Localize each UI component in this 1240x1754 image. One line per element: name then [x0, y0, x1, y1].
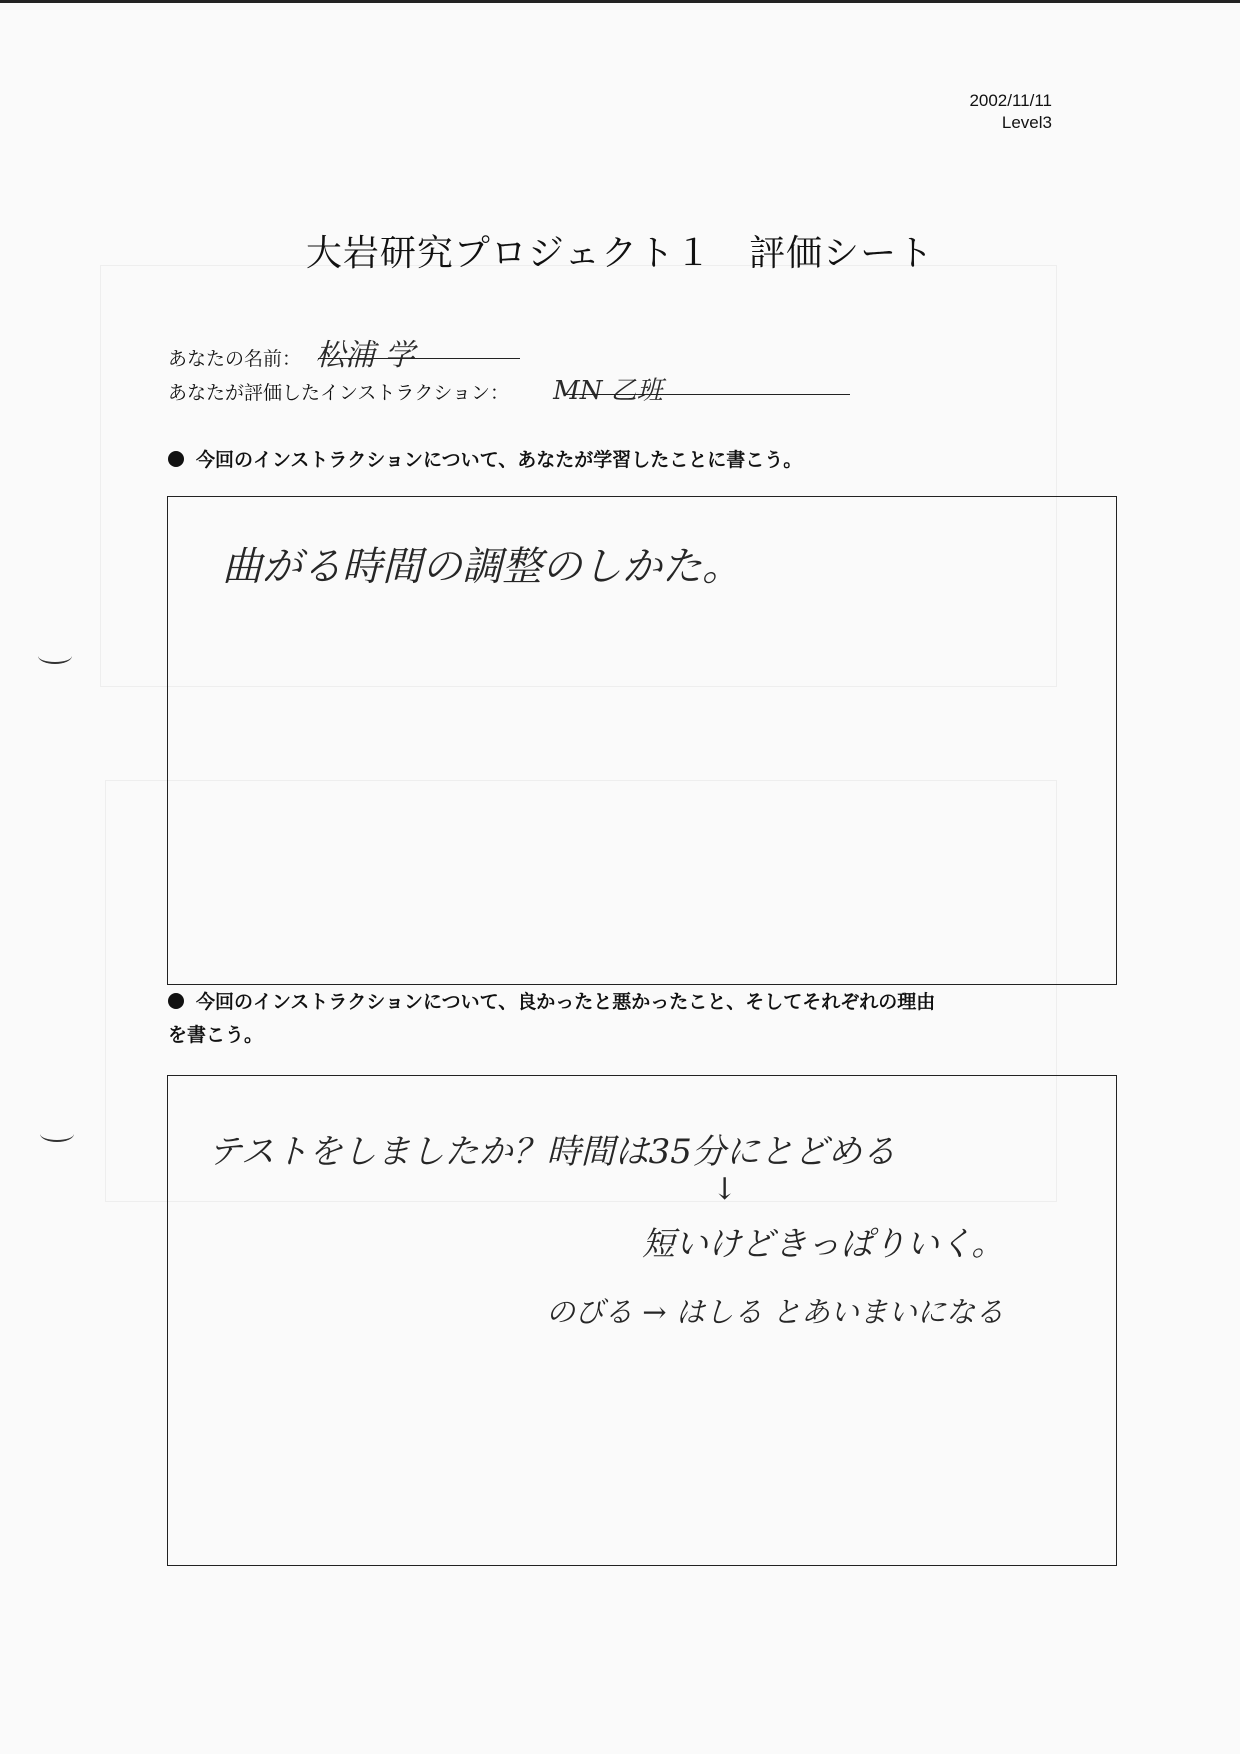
answer-2-line-2: 短いけどきっぱりいく。 [642, 1224, 1005, 1263]
question-2-text-line2: を書こう。 [168, 1024, 264, 1046]
name-value: 松浦 学 [315, 338, 415, 373]
instruction-value: MN 乙班 [553, 376, 663, 406]
answer-1-text: 曲がる時間の調整のしかた。 [222, 544, 742, 590]
name-label: あなたの名前： [168, 348, 302, 370]
document-level: Level3 [1001, 113, 1052, 132]
answer-2-line-1: テストをしましたか？時間は35分にとどめる [208, 1132, 896, 1172]
instruction-label: あなたが評価したインストラクション： [168, 382, 510, 404]
header-meta [969, 90, 1052, 134]
instruction-underline [565, 394, 850, 395]
question-2 [168, 986, 935, 1052]
question-1-text: 今回のインストラクションについて、あなたが学習したことに書こう。 [196, 449, 803, 471]
binder-mark-top [38, 648, 72, 664]
bullet-icon [168, 451, 184, 467]
name-underline [318, 358, 520, 359]
name-field-row [168, 330, 415, 374]
arrow-down-icon: ↓ [712, 1172, 738, 1207]
question-1 [168, 444, 802, 477]
instruction-field-row [168, 370, 663, 407]
document-date: 2002/11/11 [969, 91, 1052, 110]
binder-mark-bottom [40, 1126, 74, 1142]
answer-2-line-3: のびる → はしる とあいまいになる [546, 1295, 1004, 1329]
bullet-icon [168, 993, 184, 1009]
question-2-text-line1: 今回のインストラクションについて、良かったと悪かったこと、そしてそれぞれの理由 [196, 991, 936, 1013]
page-title: 大岩研究プロジェクト１ 評価シート [305, 233, 935, 274]
scan-edge-line [0, 0, 1240, 3]
